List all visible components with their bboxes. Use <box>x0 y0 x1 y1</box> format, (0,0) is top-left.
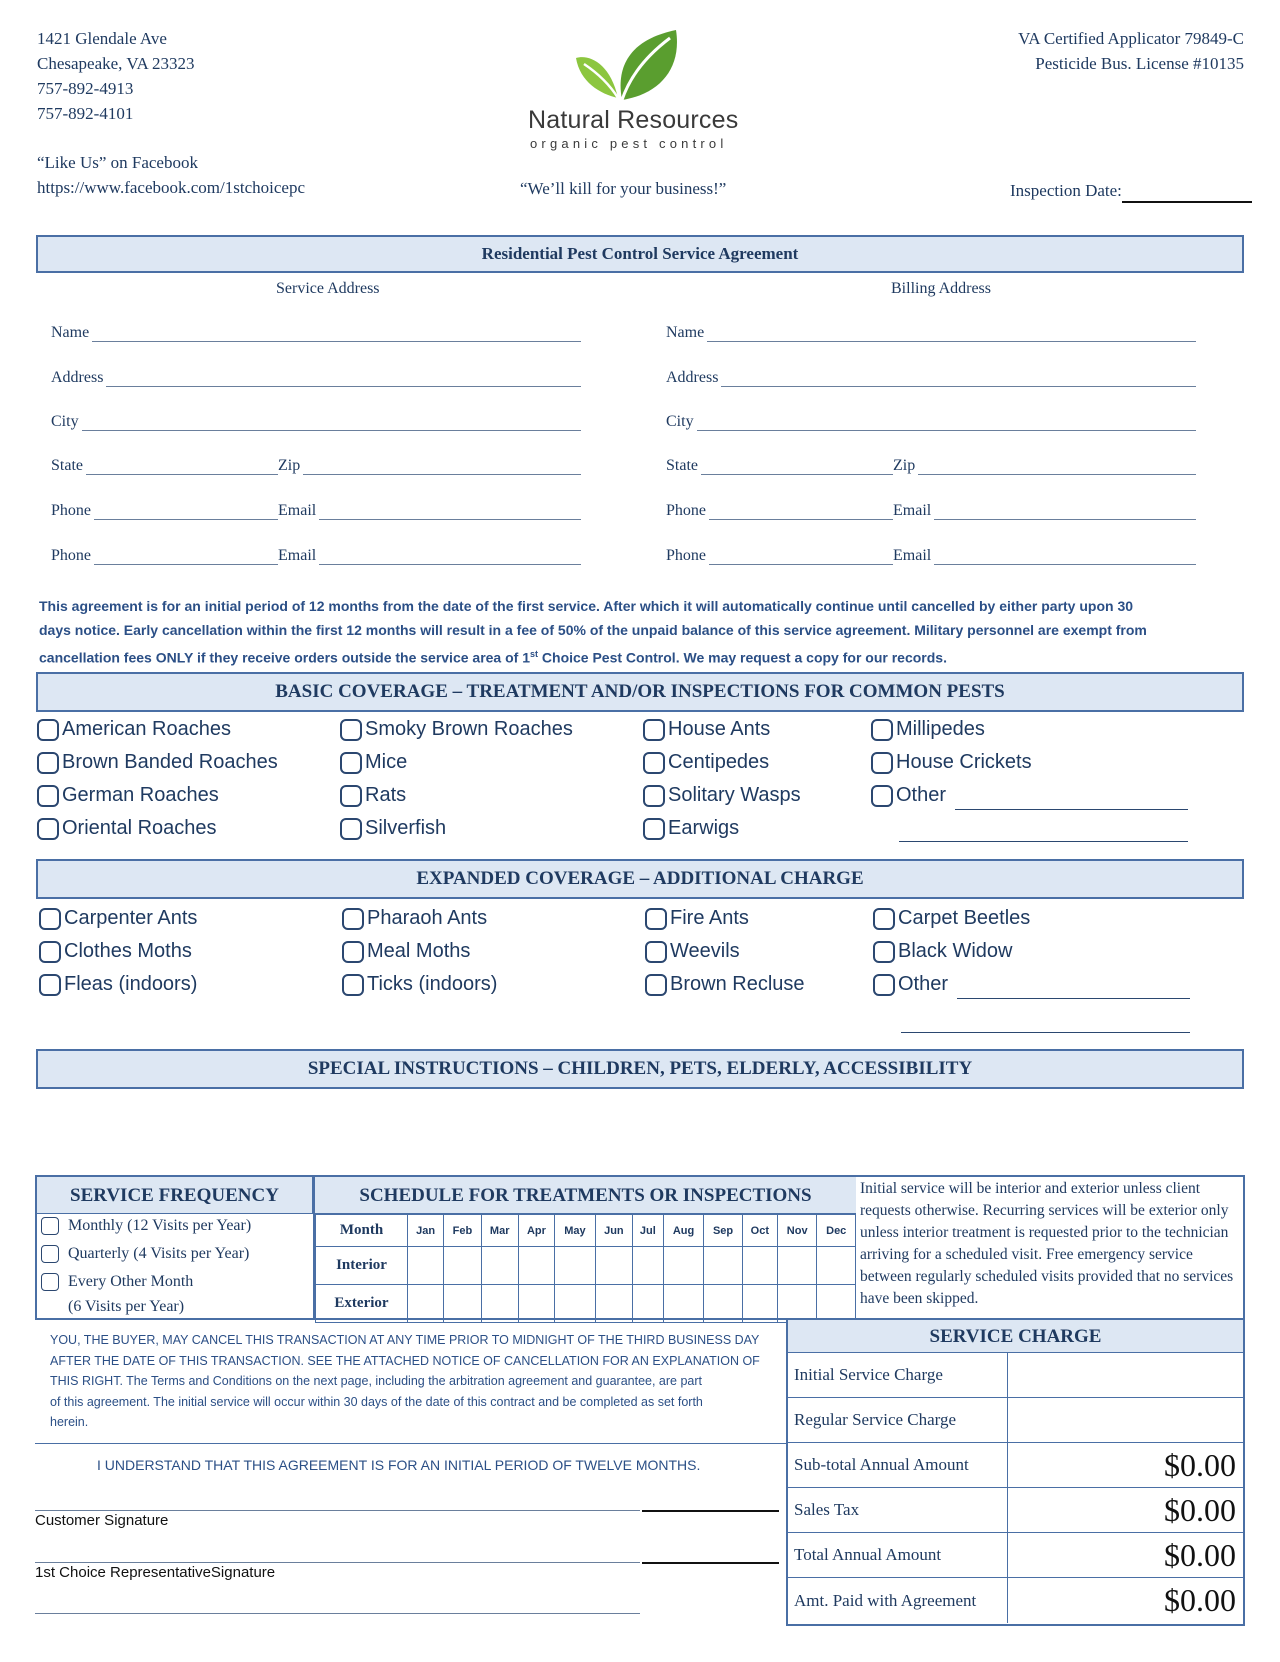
inspection-date-label: Inspection Date: <box>1010 181 1122 200</box>
regular-service-charge-input[interactable] <box>1008 1398 1244 1442</box>
sales-tax-value[interactable]: $0.00 <box>1164 1491 1236 1528</box>
checkbox-box[interactable] <box>643 719 665 741</box>
billing-city-field[interactable] <box>666 413 1196 431</box>
billing-phone2-field[interactable] <box>666 547 893 565</box>
other-basic-input-line2[interactable] <box>899 820 1188 842</box>
interior-cell[interactable] <box>777 1247 817 1285</box>
exterior-cell[interactable] <box>633 1285 664 1323</box>
field-label: Phone <box>666 502 706 519</box>
checkbox-box[interactable] <box>645 908 667 930</box>
service-zip-field[interactable] <box>278 457 581 475</box>
month-nov: Nov <box>777 1215 817 1247</box>
applicator-number: VA Certified Applicator 79849-C <box>1018 29 1244 48</box>
checkbox-clothes-moths[interactable]: Clothes Moths <box>39 940 192 963</box>
initial-service-charge-row <box>788 1353 1244 1398</box>
initial-service-note: Initial service will be interior and exterior unless client requests otherwise. Recurring services will be exterior only unless interior treatment is requested prior to the technician arriving for a scheduled visit. Free emergency service between regularly scheduled visits provided that no services have been skipped. <box>860 1180 1234 1307</box>
month-mar: Mar <box>481 1215 518 1247</box>
service-city-field[interactable] <box>51 413 581 431</box>
checkbox-ticks[interactable]: Ticks (indoors) <box>342 973 497 996</box>
service-state-field[interactable] <box>51 457 278 475</box>
interior-cell[interactable] <box>742 1247 777 1285</box>
other-basic-input[interactable] <box>955 788 1188 810</box>
license-info <box>1018 26 1244 76</box>
checkbox-mice[interactable]: Mice <box>340 751 407 774</box>
checkbox-house-crickets[interactable]: House Crickets <box>871 751 1032 774</box>
checkbox-box[interactable] <box>871 785 893 807</box>
checkbox-box[interactable] <box>645 941 667 963</box>
understand-statement: I UNDERSTAND THAT THIS AGREEMENT IS FOR AN INITIAL PERIOD OF TWELVE MONTHS. <box>97 1457 701 1473</box>
field-label: Name <box>51 324 90 341</box>
subtotal-value[interactable]: $0.00 <box>1164 1446 1236 1483</box>
checkbox-millipedes[interactable]: Millipedes <box>871 718 985 741</box>
checkbox-black-widow[interactable]: Black Widow <box>873 940 1012 963</box>
field-label: Name <box>666 324 705 341</box>
interior-cell[interactable] <box>595 1247 632 1285</box>
other-expanded-input[interactable] <box>957 977 1190 999</box>
checkbox-box[interactable] <box>643 785 665 807</box>
customer-date-line[interactable] <box>642 1510 779 1512</box>
checkbox-box[interactable] <box>340 818 362 840</box>
checkbox-other-expanded[interactable]: Other <box>873 973 948 996</box>
logo-title: Natural Resources <box>528 106 739 134</box>
other-expanded-input-line2[interactable] <box>901 1011 1190 1033</box>
interior-cell[interactable] <box>704 1247 742 1285</box>
address-line: Chesapeake, VA 23323 <box>37 54 195 73</box>
notice-line: herein. <box>50 1415 89 1429</box>
exterior-cell[interactable] <box>555 1285 596 1323</box>
field-label: Email <box>278 502 317 519</box>
month-jun: Jun <box>595 1215 632 1247</box>
interior-cell[interactable] <box>518 1247 554 1285</box>
checkbox-box[interactable] <box>643 818 665 840</box>
checkbox-carpenter-ants[interactable]: Carpenter Ants <box>39 907 197 930</box>
checkbox-carpet-beetles[interactable]: Carpet Beetles <box>873 907 1030 930</box>
exterior-cell[interactable] <box>663 1285 704 1323</box>
month-jan: Jan <box>408 1215 444 1247</box>
checkbox-box[interactable] <box>39 941 61 963</box>
total-annual-row <box>788 1533 1244 1578</box>
month-oct: Oct <box>742 1215 777 1247</box>
checkbox-rats[interactable]: Rats <box>340 784 406 807</box>
facebook-info <box>37 150 305 200</box>
checkbox-meal-moths[interactable]: Meal Moths <box>342 940 470 963</box>
checkbox-box[interactable] <box>37 719 59 741</box>
checkbox-box[interactable] <box>342 908 364 930</box>
basic-coverage-title: BASIC COVERAGE – TREATMENT AND/OR INSPECTIONS FOR COMMON PESTS <box>36 672 1244 712</box>
checkbox-box[interactable] <box>340 752 362 774</box>
schedule-grid <box>315 1214 856 1323</box>
initial-service-charge-input[interactable] <box>1008 1353 1244 1397</box>
subtotal-row <box>788 1443 1244 1488</box>
checkbox-box[interactable] <box>871 752 893 774</box>
field-label: City <box>51 413 79 430</box>
interior-row-label: Interior <box>316 1247 408 1285</box>
expanded-coverage-title: EXPANDED COVERAGE – ADDITIONAL CHARGE <box>36 859 1244 899</box>
service-charge-title: SERVICE CHARGE <box>788 1320 1243 1353</box>
checkbox-box[interactable] <box>873 908 895 930</box>
regular-service-charge-row <box>788 1398 1244 1443</box>
representative-date-line[interactable] <box>642 1562 779 1564</box>
checkbox-box[interactable] <box>873 974 895 996</box>
checkbox-silverfish[interactable]: Silverfish <box>340 817 446 840</box>
frequency-monthly[interactable]: Monthly (12 Visits per Year) <box>41 1217 251 1235</box>
checkbox-brown-banded-roaches[interactable]: Brown Banded Roaches <box>37 751 278 774</box>
representative-signature-label: 1st Choice RepresentativeSignature <box>35 1564 276 1581</box>
exterior-row-label: Exterior <box>316 1285 408 1323</box>
exterior-cell[interactable] <box>704 1285 742 1323</box>
frequency-every-other-month[interactable]: Every Other Month <box>41 1273 193 1291</box>
checkbox-box[interactable] <box>37 818 59 840</box>
checkbox-other-basic[interactable]: Other <box>871 784 946 807</box>
exterior-cell[interactable] <box>518 1285 554 1323</box>
interior-cell[interactable] <box>408 1247 444 1285</box>
checkbox-box[interactable] <box>37 785 59 807</box>
phone-line: 757-892-4913 <box>37 79 134 98</box>
address-line: 1421 Glendale Ave <box>37 29 167 48</box>
frequency-quarterly[interactable]: Quarterly (4 Visits per Year) <box>41 1245 249 1263</box>
exterior-cell[interactable] <box>742 1285 777 1323</box>
month-aug: Aug <box>663 1215 704 1247</box>
sales-tax-row <box>788 1488 1244 1533</box>
service-address-heading: Service Address <box>276 280 380 297</box>
exterior-cell[interactable] <box>481 1285 518 1323</box>
checkbox-box[interactable] <box>342 941 364 963</box>
billing-state-field[interactable] <box>666 457 893 475</box>
interior-cell[interactable] <box>555 1247 596 1285</box>
billing-name-field[interactable] <box>666 324 1196 342</box>
interior-cell[interactable] <box>633 1247 664 1285</box>
checkbox-american-roaches[interactable]: American Roaches <box>37 718 231 741</box>
amount-paid-row <box>788 1578 1244 1623</box>
exterior-cell[interactable] <box>595 1285 632 1323</box>
field-label: Address <box>666 369 719 386</box>
month-jul: Jul <box>633 1215 664 1247</box>
exterior-cell[interactable] <box>444 1285 481 1323</box>
facebook-label: “Like Us” on Facebook <box>37 153 198 172</box>
interior-cell[interactable] <box>663 1247 704 1285</box>
month-sep: Sep <box>704 1215 742 1247</box>
inspection-date-input[interactable] <box>1122 185 1252 203</box>
field-label: State <box>51 457 83 474</box>
customer-signature-line[interactable] <box>35 1510 640 1511</box>
service-phone-field[interactable] <box>51 502 278 520</box>
exterior-cell[interactable] <box>817 1285 856 1323</box>
field-label: Phone <box>51 547 91 564</box>
checkbox-brown-recluse[interactable]: Brown Recluse <box>645 973 805 996</box>
notice-line: days notice. Early cancellation within the first 12 months will result in a fee of 50% of the unpaid balance of this service agreement. Military personnel are exempt from <box>39 622 1147 638</box>
field-label: Email <box>278 547 317 564</box>
checkbox-fire-ants[interactable]: Fire Ants <box>645 907 749 930</box>
month-dec: Dec <box>817 1215 856 1247</box>
service-email2-field[interactable] <box>278 547 581 565</box>
subtotal-label: Sub-total Annual Amount <box>788 1443 1008 1487</box>
company-address <box>37 26 195 126</box>
field-label: Zip <box>893 457 916 474</box>
cancel-notice-divider <box>35 1443 788 1444</box>
billing-phone-field[interactable] <box>666 502 893 520</box>
notice-line: YOU, THE BUYER, MAY CANCEL THIS TRANSACTION AT ANY TIME PRIOR TO MIDNIGHT OF THE THIRD BUSINESS DAY <box>50 1333 760 1347</box>
notice-line: of this agreement. The initial service will occur within 30 days of the date of this contract and be completed as set forth <box>50 1394 703 1409</box>
service-address-field[interactable] <box>51 369 581 387</box>
bottom-signature-line[interactable] <box>35 1613 640 1614</box>
interior-cell[interactable] <box>817 1247 856 1285</box>
field-label: State <box>666 457 698 474</box>
inspection-date <box>1010 178 1252 203</box>
notice-line: AFTER THE DATE OF THIS TRANSACTION. SEE THE ATTACHED NOTICE OF CANCELLATION FOR AN EXPLANATION OF <box>50 1353 760 1368</box>
phone-line: 757-892-4101 <box>37 104 134 123</box>
checkbox-house-ants[interactable]: House Ants <box>643 718 770 741</box>
checkbox-weevils[interactable]: Weevils <box>645 940 740 963</box>
checkbox-box[interactable] <box>39 974 61 996</box>
checkbox-fleas[interactable]: Fleas (indoors) <box>39 973 197 996</box>
agreement-title: Residential Pest Control Service Agreement <box>36 235 1244 273</box>
regular-service-charge-label: Regular Service Charge <box>788 1398 1008 1442</box>
field-label: Phone <box>666 547 706 564</box>
checkbox-box[interactable] <box>643 752 665 774</box>
checkbox-pharaoh-ants[interactable]: Pharaoh Ants <box>342 907 487 930</box>
field-label: Email <box>893 502 932 519</box>
amount-paid-value[interactable]: $0.00 <box>1164 1582 1236 1618</box>
amount-paid-label: Amt. Paid with Agreement <box>788 1578 1008 1623</box>
billing-address-field[interactable] <box>666 369 1196 387</box>
exterior-cell[interactable] <box>777 1285 817 1323</box>
notice-line: This agreement is for an initial period of 12 months from the date of the first service. After which it will automatically continue until cancelled by either party upon 30 <box>39 598 1134 614</box>
notice-line: THIS RIGHT. The Terms and Conditions on the next page, including the arbitration agreement and guarantee, are part <box>50 1374 703 1388</box>
field-label: City <box>666 413 694 430</box>
month-feb: Feb <box>444 1215 481 1247</box>
interior-cell[interactable] <box>481 1247 518 1285</box>
agreement-notice <box>39 594 1249 670</box>
sales-tax-label: Sales Tax <box>788 1488 1008 1532</box>
checkbox-earwigs[interactable]: Earwigs <box>643 817 739 840</box>
field-label: Zip <box>278 457 301 474</box>
business-license: Pesticide Bus. License #10135 <box>1035 54 1244 73</box>
checkbox-box[interactable] <box>871 719 893 741</box>
logo-subtitle: organic pest control <box>530 136 728 151</box>
checkbox-box[interactable] <box>873 941 895 963</box>
initial-service-charge-label: Initial Service Charge <box>788 1353 1008 1397</box>
month-row-label: Month <box>316 1215 408 1247</box>
slogan: “We’ll kill for your business!” <box>520 179 727 198</box>
total-annual-value[interactable]: $0.00 <box>1164 1536 1236 1573</box>
special-instructions-area[interactable] <box>36 1092 1244 1172</box>
cancellation-notice <box>50 1330 780 1433</box>
checkbox-box[interactable] <box>340 785 362 807</box>
checkbox-solitary-wasps[interactable]: Solitary Wasps <box>643 784 801 807</box>
checkbox-oriental-roaches[interactable]: Oriental Roaches <box>37 817 217 840</box>
service-name-field[interactable] <box>51 324 581 342</box>
checkbox-box[interactable] <box>645 974 667 996</box>
checkbox-centipedes[interactable]: Centipedes <box>643 751 769 774</box>
service-phone2-field[interactable] <box>51 547 278 565</box>
month-may: May <box>555 1215 596 1247</box>
checkbox-box[interactable] <box>41 1273 59 1291</box>
field-label: Address <box>51 369 104 386</box>
notice-line: cancellation fees ONLY if they receive orders outside the service area of 1st Choice Pest Control. We may request a copy for our records. <box>39 649 947 666</box>
interior-cell[interactable] <box>444 1247 481 1285</box>
frequency-every-other-month-sub: (6 Visits per Year) <box>68 1298 185 1315</box>
special-instructions-title: SPECIAL INSTRUCTIONS – CHILDREN, PETS, ELDERLY, ACCESSIBILITY <box>36 1049 1244 1089</box>
customer-signature-label: Customer Signature <box>35 1512 169 1529</box>
service-frequency-title: SERVICE FREQUENCY <box>37 1177 314 1214</box>
field-label: Phone <box>51 502 91 519</box>
service-email-field[interactable] <box>278 502 581 520</box>
billing-address-heading: Billing Address <box>891 280 992 297</box>
checkbox-german-roaches[interactable]: German Roaches <box>37 784 219 807</box>
total-annual-label: Total Annual Amount <box>788 1533 1008 1577</box>
billing-email-field[interactable] <box>893 502 1196 520</box>
checkbox-smoky-brown-roaches[interactable]: Smoky Brown Roaches <box>340 718 573 741</box>
company-logo <box>520 28 750 153</box>
schedule-title: SCHEDULE FOR TREATMENTS OR INSPECTIONS <box>315 1177 856 1214</box>
leaf-icon <box>566 28 686 108</box>
exterior-cell[interactable] <box>408 1285 444 1323</box>
checkbox-box[interactable] <box>37 752 59 774</box>
checkbox-box[interactable] <box>340 719 362 741</box>
billing-zip-field[interactable] <box>893 457 1196 475</box>
checkbox-box[interactable] <box>41 1217 59 1235</box>
field-label: Email <box>893 547 932 564</box>
billing-email2-field[interactable] <box>893 547 1196 565</box>
checkbox-box[interactable] <box>41 1245 59 1263</box>
representative-signature-line[interactable] <box>35 1562 640 1563</box>
checkbox-box[interactable] <box>39 908 61 930</box>
facebook-link[interactable]: https://www.facebook.com/1stchoicepc <box>37 178 305 197</box>
month-apr: Apr <box>518 1215 554 1247</box>
checkbox-box[interactable] <box>342 974 364 996</box>
